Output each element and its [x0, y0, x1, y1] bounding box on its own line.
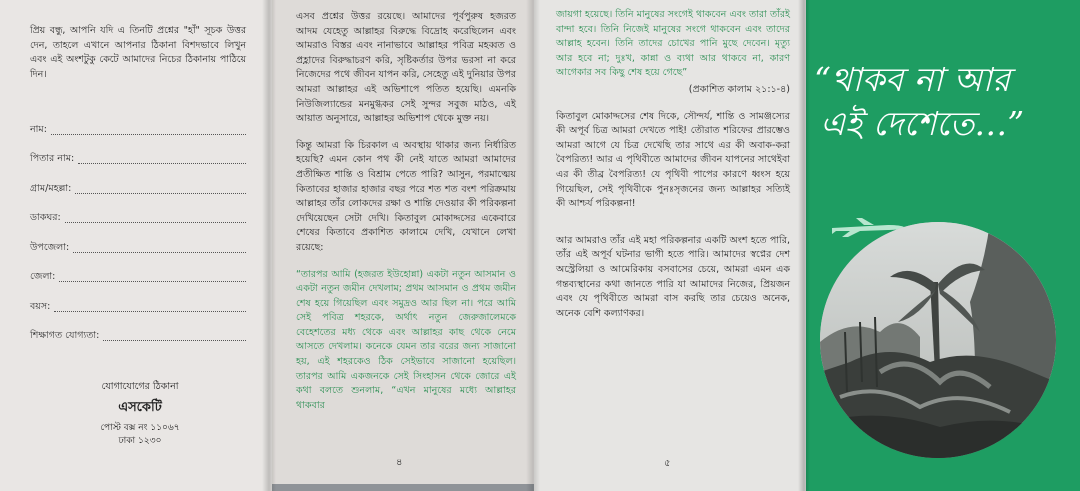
- contact-org: এসকেটি: [118, 400, 162, 415]
- fold-shadow: [526, 0, 540, 491]
- scripture-reference: (প্রকাশিত কালাম ২১:১-৪): [688, 83, 790, 95]
- cover-panel: [806, 0, 1080, 491]
- fold-shadow: [262, 0, 276, 491]
- cover-title-line-2: এই দেশেতে…”: [820, 104, 1025, 143]
- page5-paragraph-1: কিতাবুল মোকাদ্দসের শেষ দিকে, সৌন্দর্য, শান্তি ও সামঞ্জস্যের কী অপূর্ব চিত্র আমরা দেখতে পাই! তৌরাত শরিফের প্রারম্ভেও আমরা আগে যে চিত্র দেখেছি তার সাথে এর কী অবাক-করা বৈপরিত্য! আর এ পৃথিবীতে আমাদের জীবন যাপনের সাথেইবা এর কী তীব্র বৈপরিত্য! যে পৃথিবী পাপের কারণে ধ্বংস হয়ে গিয়েছিল, সেই পৃথিবীকে পুনঃসৃজনের জন্য আল্লাহর সত্যিই কী আশ্চর্য পরিকল্পনা!: [556, 110, 790, 210]
- form-field-education: শিক্ষাগত যোগ্যতা:: [30, 315, 246, 345]
- form-panel: [0, 0, 272, 491]
- form-field-upazila: উপজেলা:: [30, 226, 246, 256]
- page-number-5: ৫: [664, 458, 671, 469]
- page4-paragraph-1: এসব প্রশ্নের উত্তর রয়েছে। আমাদের পূর্বপুরুষ হজরত আদম যেহেতু আল্লাহর বিরুদ্ধে বিদ্রোহ করেছিলেন এবং আমরাও বিস্তর এবং নানাভাবে আল্লাহর পবিত্র মহব্বত ও প্রহ্লাদের বিরুদ্ধাচরণ করি, সৃষ্টিকর্তার উপর ভরসা না করে নিজেদের পথে জীবন যাপন করি, সেহেতু এই দুনিয়ার উপর আমরা আল্লাহর এই অভিশাপে পতিত হয়েছি। এমনকি নিউজিল্যান্ডের মনমুগ্ধকর সেই সুন্দর সবুজ মাঠও, এই আয়াত অনুসারে, আল্লাহর অভিশাপ থেকে মুক্ত নয়।: [296, 11, 516, 125]
- cover-title: [814, 58, 1072, 146]
- fold-shadow: [798, 0, 810, 491]
- form-field-father: পিতার নাম:: [30, 138, 246, 168]
- page-5-panel: [534, 0, 806, 491]
- form-field-district: জেলা:: [30, 256, 246, 286]
- form-field-village: গ্রাম/মহল্লা:: [30, 167, 246, 197]
- page5-scripture-quote: জায়গা হয়েছে। তিনি মানুষের সংগেই থাকবেন এবং তারা তাঁরই বান্দা হবে। তিনি নিজেই মানুষের সংগে থাকবেন এবং তাদের আল্লাহ হবেন। তিনি তাদের চোখের পানি মুছে দেবেন। মৃত্যু আর হবে না; দুঃখ, কান্না ও ব্যথা আর থাকবে না, কারণ আগেকার সব কিছু শেষ হয়ে গেছে”: [556, 9, 790, 79]
- form-field-name: নাম:: [30, 108, 246, 138]
- form-field-age: বয়স:: [30, 285, 246, 315]
- cover-title-line-1: “থাকব না আর: [814, 60, 1011, 99]
- page4-scripture-quote: “তারপর আমি (হজরত ইউহোন্না) একটা নতুন আসমান ও একটা নতুন জমীন দেখলাম; প্রথম আসমান ও প্রথম জমীন শেষ হয়ে গিয়েছিল এবং সমুদ্রও আর ছিল না। পরে আমি সেই পবিত্র শহরকে, অর্থাৎ নতুন জেরুজালেমকে বেহেশতের মধ্য থেকে এবং আল্লাহর কাছ থেকে নেমে আসতে দেখলাম। কনেকে যেমন তার বরের জন্য সাজানো হয়, এই শহরকেও ঠিক সেইভাবে সাজানো হয়েছিল। তারপর আমি একজনকে সেই সিংহাসন থেকে জোরে এই কথা বলতে শুনলাম, “এখন মানুষের মধ্যে আল্লাহর থাকবার: [296, 268, 516, 411]
- page-number-4: ৪: [396, 457, 403, 468]
- garden-landscape-image: [820, 222, 1056, 458]
- cover-photo: [820, 222, 1056, 458]
- contact-box: পোস্ট বক্স নং ১১০৬৭: [100, 423, 180, 433]
- page-4-panel: [272, 0, 534, 484]
- page5-paragraph-2: আর আমরাও তাঁর এই মহা পরিকল্পনার একটি অংশ হতে পারি, তাঁর এই অপূর্ব ঘটনার ভাগী হতে পারি। আমাদের স্বপ্নের দেশ অস্ট্রেলিয়া ও আমেরিকায় বসবাসের চেয়ে, আমরা এমন এক গন্তব্যস্থানের কথা জানতে পারি যা আমাদের নিজের, প্রিয়জন এবং যে পৃথিবীতে আমরা বাস করছি তার চেয়েও অনেক, অনেক বেশি কল্যাণকর।: [556, 234, 790, 319]
- page4-paragraph-2: কিন্তু আমরা কি চিরকাল এ অবস্থায় থাকার জন্য নির্ধারিত হয়েছি? এমন কোন পথ কী নেই যাতে আমরা আমাদের প্রতীক্ষিত শান্তি ও বিশ্রাম পেতে পারি? আসুন, পরমাত্মেয় কিতাবের হাজার হাজার বছর পরে শত শত বংশ পরিক্রমায় আল্লাহর তাঁর লোকদের রক্ষা ও শান্তি দেওয়ার কী পরিকল্পনা দেখিয়েছেন সেটা দেখি। কিতাবুল মোকাদ্দসের একেবারে শেষের কিতাবে প্রকাশিত কালামে দেখি, যেখানে লেখা রয়েছে:: [296, 139, 516, 253]
- contact-city: ঢাকা ১২৩০: [118, 436, 162, 446]
- contact-address: [40, 380, 240, 448]
- contact-heading: যোগাযোগের ঠিকানা: [101, 381, 179, 392]
- form-fields: [30, 108, 246, 344]
- form-intro: প্রিয় বন্ধু, আপনি যদি এ তিনটি প্রশ্নের "হাঁ" সূচক উত্তর দেন, তাহলে এখানে আপনার ঠিকানা বিশদভাবে লিখুন এবং এই অংশটুকু কেটে আমাদের নিচের ঠিকানায় পাঠিয়ে দিন।: [30, 25, 246, 80]
- form-field-post-office: ডাকঘর:: [30, 197, 246, 227]
